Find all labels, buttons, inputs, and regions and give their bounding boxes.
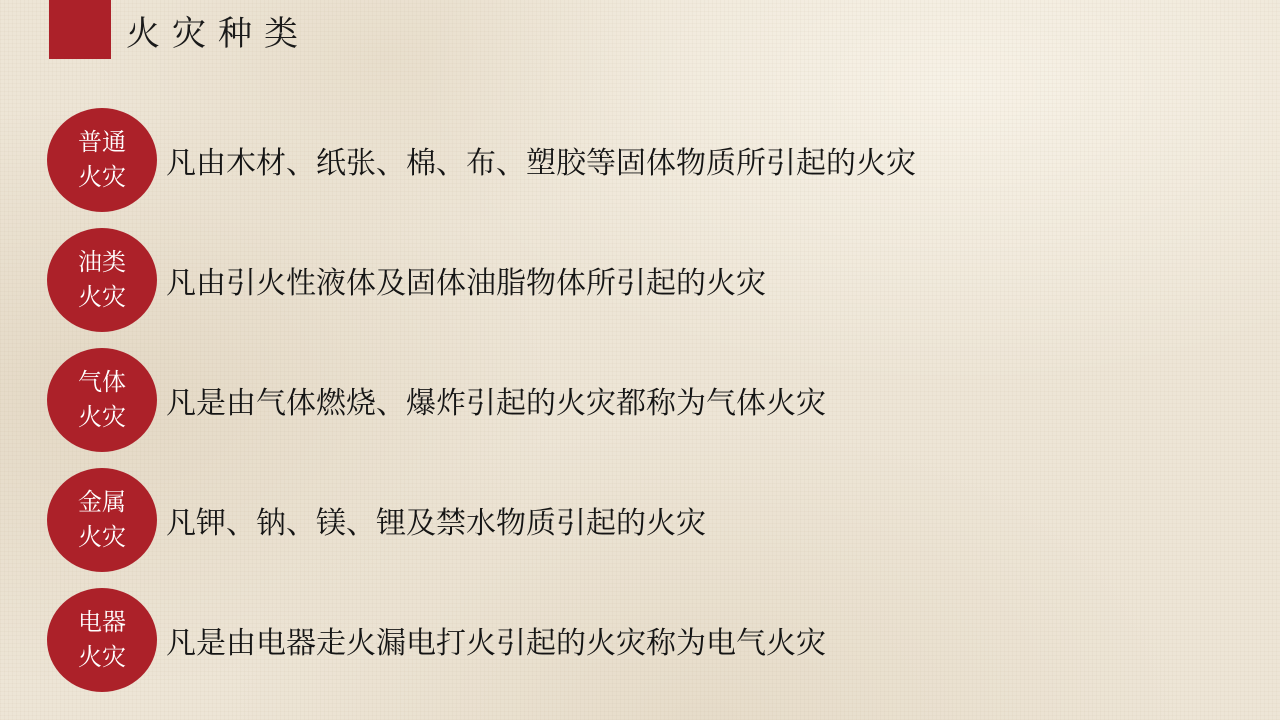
fire-type-badge [47, 108, 157, 212]
badge-label-line2: 火灾 [78, 164, 126, 191]
fire-type-row [0, 340, 1280, 460]
badge-label-line1: 气体 [78, 369, 126, 396]
fire-type-row [0, 580, 1280, 700]
fire-type-badge [47, 468, 157, 572]
fire-type-row [0, 220, 1280, 340]
badge-label-line2: 火灾 [78, 524, 126, 551]
title-accent-square [49, 0, 111, 59]
badge-label-line1: 电器 [78, 609, 126, 636]
fire-type-badge [47, 228, 157, 332]
badge-label-line2: 火灾 [78, 644, 126, 671]
fire-type-row [0, 460, 1280, 580]
fire-type-description: 凡由引火性液体及固体油脂物体所引起的火灾 [166, 267, 766, 300]
badge-label-line1: 普通 [78, 129, 126, 156]
fire-type-list [0, 100, 1280, 700]
fire-type-badge [47, 588, 157, 692]
fire-type-description: 凡钾、钠、镁、锂及禁水物质引起的火灾 [166, 507, 706, 540]
badge-label-line2: 火灾 [78, 284, 126, 311]
badge-label-line1: 金属 [78, 489, 126, 516]
fire-type-description: 凡由木材、纸张、棉、布、塑胶等固体物质所引起的火灾 [166, 147, 916, 180]
badge-label-line1: 油类 [78, 249, 126, 276]
fire-type-row [0, 100, 1280, 220]
fire-type-badge [47, 348, 157, 452]
badge-label-line2: 火灾 [78, 404, 126, 431]
fire-type-description: 凡是由气体燃烧、爆炸引起的火灾都称为气体火灾 [166, 387, 826, 420]
page-title: 火灾种类 [126, 14, 310, 53]
fire-type-description: 凡是由电器走火漏电打火引起的火灾称为电气火灾 [166, 627, 826, 660]
